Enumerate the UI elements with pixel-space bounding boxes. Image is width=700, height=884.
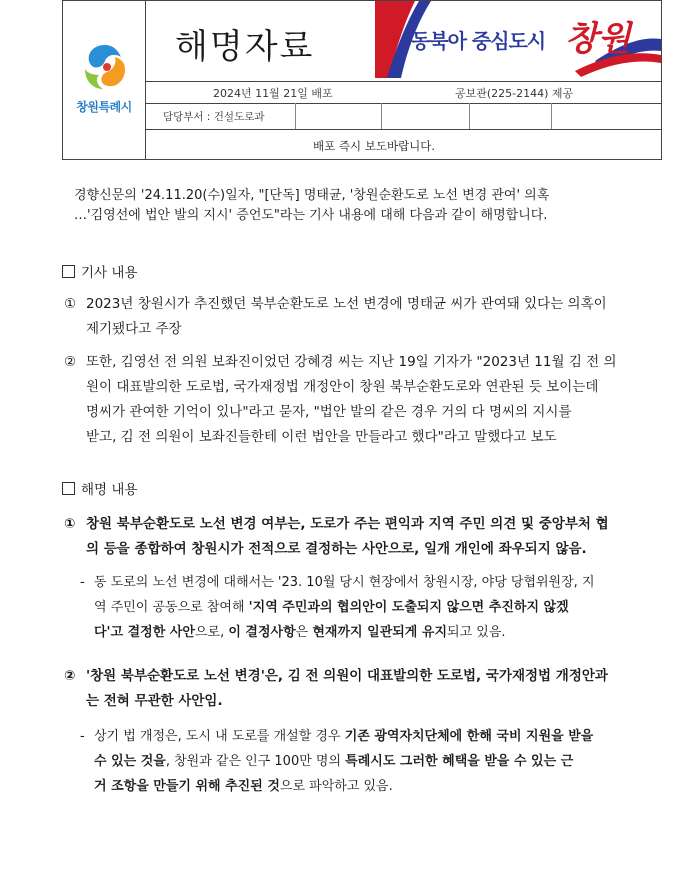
article-item-1 xyxy=(64,292,664,342)
checkbox-square-icon xyxy=(62,482,75,495)
item-line: 또한, 김영선 전 의원 보좌진이었던 강혜경 씨는 지난 19일 기자가 "2023년 11월 김 전 의 xyxy=(86,354,617,370)
item-line: 2023년 창원시가 추진했던 북부순환도로 노선 변경에 명태균 씨가 관여돼 있다는 의혹이 xyxy=(86,296,607,312)
intro-line: 경향신문의 '24.11.20(수)일자, "[단독] 명태균, '창원순환도로 노선 변경 관여' 의혹 xyxy=(74,188,550,203)
explanation-item-1 xyxy=(64,512,664,562)
cell-divider xyxy=(551,103,552,129)
item-line: 받고, 김 전 의원이 보좌진들한테 이런 법안을 만들라고 했다"라고 말했다고 보도 xyxy=(86,429,557,445)
item-number: ① xyxy=(64,296,77,312)
header-divider xyxy=(145,81,661,82)
section-heading-explanation xyxy=(62,478,137,498)
item-line: 명씨가 관여한 기억이 있나"라고 묻자, "법안 발의 같은 경우 거의 다 명씨의 지시를 xyxy=(86,404,572,420)
item-line: 제기됐다고 주장 xyxy=(86,321,182,337)
explanation-item-2 xyxy=(64,664,664,714)
slogan-banner xyxy=(375,1,661,78)
item-number: ② xyxy=(64,668,76,684)
bullet-dash: - xyxy=(80,729,85,744)
sub-line: 상기 법 개정은, 도시 내 도로를 개설할 경우 기존 광역자치단체에 한해 국비 지원을 받을 xyxy=(94,729,594,744)
provided-by: 공보관(225-2144) 제공 xyxy=(455,87,574,100)
item-line: 는 전혀 무관한 사안임. xyxy=(86,693,223,709)
intro-line: …'김영선에 법안 발의 지시' 증언도"라는 기사 내용에 대해 다음과 같이 해명합니다. xyxy=(74,208,548,223)
release-date: 2024년 11월 21일 배포 xyxy=(213,87,333,100)
cell-divider xyxy=(295,103,296,129)
explanation-sub-2 xyxy=(80,724,665,799)
press-release-header xyxy=(62,0,662,160)
document-title: 해명자료 xyxy=(175,27,315,67)
intro-paragraph xyxy=(74,186,549,226)
cell-divider xyxy=(381,103,382,129)
header-divider xyxy=(145,129,661,130)
item-number: ② xyxy=(64,354,77,370)
sub-line: 거 조항을 만들기 위해 추진된 것으로 파악하고 있음. xyxy=(94,779,393,794)
section-heading-article xyxy=(62,261,137,281)
explanation-sub-1 xyxy=(80,570,665,645)
bullet-dash: - xyxy=(80,575,85,590)
changwon-logo-icon xyxy=(77,39,133,95)
section-heading-text: 해명 내용 xyxy=(81,482,138,498)
release-note: 배포 즉시 보도바랍니다. xyxy=(313,139,436,153)
checkbox-square-icon xyxy=(62,265,75,278)
logo-cell xyxy=(63,1,146,159)
org-name: 창원특례시 xyxy=(76,100,132,114)
section-heading-text: 기사 내용 xyxy=(81,265,138,281)
sub-line: 수 있는 것을, 창원과 같은 인구 100만 명의 특례시도 그러한 혜택을 받을 수 있는 근 xyxy=(94,754,574,769)
item-line: 원이 대표발의한 도로법, 국가재정법 개정안이 창원 북부순환도로와 연관된 듯 보이는데 xyxy=(86,379,599,395)
sub-line: 동 도로의 노선 변경에 대해서는 '23. 10월 당시 현장에서 창원시장, 야당 당협위원장, 지 xyxy=(94,575,595,590)
header-divider xyxy=(145,103,661,104)
item-number: ① xyxy=(64,516,76,532)
article-item-2 xyxy=(64,350,664,450)
banner-slogan: 동북아 중심도시 xyxy=(411,29,546,53)
sub-line: 역 주민이 공동으로 참여해 '지역 주민과의 협의안이 도출되지 않으면 추진하지 않겠 xyxy=(94,600,569,615)
sub-line: 다'고 결정한 사안으로, 이 결정사항은 현재까지 일관되게 유지되고 있음. xyxy=(94,625,506,640)
department: 담당부서 : 건설도로과 xyxy=(163,111,265,123)
cell-divider xyxy=(469,103,470,129)
item-line: 창원 북부순환도로 노선 변경 여부는, 도로가 주는 편익과 지역 주민 의견 및 중앙부처 협 xyxy=(86,516,609,532)
item-line: 의 등을 종합하여 창원시가 전적으로 결정하는 사안으로, 일개 개인에 좌우되지 않음. xyxy=(86,541,587,557)
item-line: '창원 북부순환도로 노선 변경'은, 김 전 의원이 대표발의한 도로법, 국가재정법 개정안과 xyxy=(86,668,608,684)
banner-script-logo: 창원 xyxy=(565,19,631,59)
